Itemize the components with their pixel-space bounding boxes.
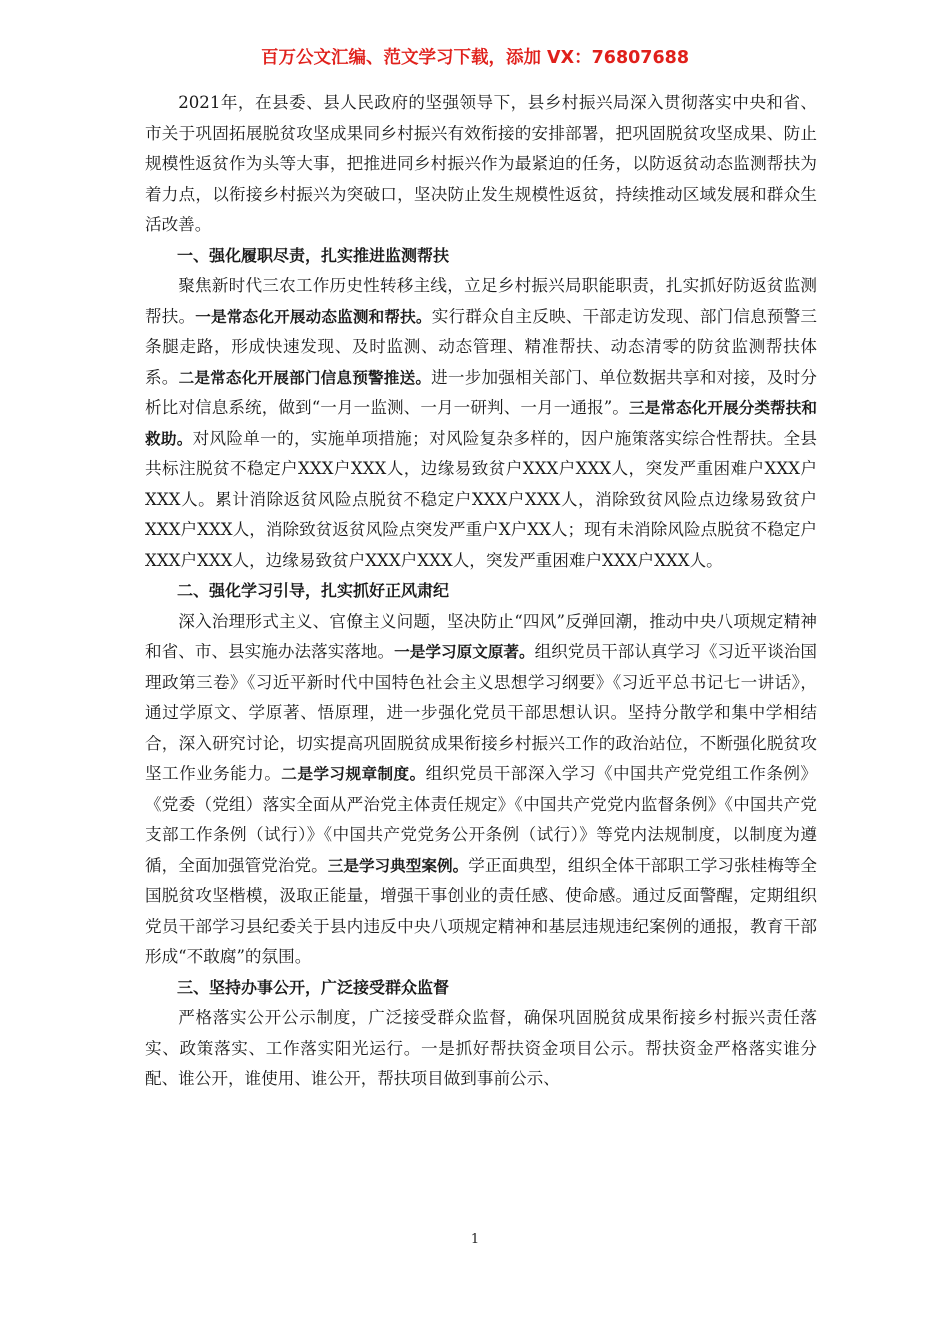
bold-lead: 一是学习原文原著。 [394,643,535,661]
section-1-paragraph [145,271,817,576]
promo-banner-text: 百万公文汇编、范文学习下载，添加 VX：76807688 [260,48,690,68]
document-body [145,88,817,1095]
text-run: 进一步加强相关部门、单位数据共享和对接，及时分析比对信息系统，做到“一月一监测、一月一研判、一月一通报”。 [145,367,817,417]
text-run: 实行群众自主反映、干部走访发现、部门信息预警三条腿走路，形成快速发现、及时监测、动态管理、精准帮扶、动态清零的防贫监测帮扶体系。 [145,306,817,387]
bold-lead: 二是学习规章制度。 [281,765,426,783]
bold-lead: 三是学习典型案例。 [327,856,469,875]
bold-lead: 一是常态化开展动态监测和帮扶。 [195,307,432,326]
page-number: 1 [470,1232,480,1247]
section-3-heading: 三、坚持办事公开，广泛接受群众监督 [177,977,450,997]
text-run: 聚焦新时代三农工作历史性转移主线，立足乡村振兴局职能职责，扎实抓好防返贫监测帮扶。 [145,276,817,326]
section-1-heading: 一、强化履职尽责，扎实推进监测帮扶 [177,245,450,265]
text-run: 对风险单一的，实施单项措施；对风险复杂多样的，因户施策落实综合性帮扶。全县共标注脱贫不稳定户XXX户XXX人，边缘易致贫户XXX户XXX人，突发严重困难户XXX户XXX人。累计消除返贫风险点脱贫不稳定户XXX户XXX人，消除致贫风险点边缘易致贫户XXX户XXX人，消除致贫返贫风险点突发严重户X户XX人；现有未消除风险点脱贫不稳定户XXX户XXX人，边缘易致贫户XXX户XXX人，突发严重困难户XXX户XXX人。 [145,428,817,570]
section-3-paragraph: 严格落实公开公示制度，广泛接受群众监督，确保巩固脱贫成果衔接乡村振兴责任落实、政策落实、工作落实阳光运行。一是抓好帮扶资金项目公示。帮扶资金严格落实谁分配、谁公开，谁使用、谁公开，帮扶项目做到事前公示、 [145,1008,817,1088]
bold-lead: 三是常态化开展分类帮扶和救助。 [145,399,817,448]
promo-banner [0,44,950,69]
intro-paragraph: 2021年，在县委、县人民政府的坚强领导下，县乡村振兴局深入贯彻落实中央和省、市关于巩固拓展脱贫攻坚成果同乡村振兴有效衔接的安排部署，把巩固脱贫攻坚成果、防止规模性返贫作为头等大事，把推进同乡村振兴作为最紧迫的任务，以防返贫动态监测帮扶为着力点，以衔接乡村振兴为突破口，坚决防止发生规模性返贫，持续推动区域发展和群众生活改善。 [145,93,817,234]
text-run: 组织党员干部认真学习《习近平谈治国理政第三卷》《习近平新时代中国特色社会主义思想学习纲要》《习近平总书记七一讲话》，通过学原文、学原著、悟原理，进一步强化党员干部思想认识。坚持分散学和集中学相结合，深入研究讨论，切实提高巩固脱贫成果衔接乡村振兴工作的政治站位，不断强化脱贫攻坚工作业务能力。 [145,642,818,783]
section-2-paragraph [145,607,817,973]
text-run: 学正面典型，组织全体干部职工学习张桂梅等全国脱贫攻坚楷模，汲取正能量，增强干事创业的责任感、使命感。通过反面警醒，定期组织党员干部学习县纪委关于县内违反中央八项规定精神和基层违规违纪案例的通报，教育干部形成“不敢腐”的氛围。 [145,855,818,966]
bold-lead: 二是常态化开展部门信息预警推送。 [178,368,432,387]
text-run: 深入治理形式主义、官僚主义问题，坚决防止“四风”反弹回潮，推动中央八项规定精神和省、市、县实施办法落实落地。 [145,611,817,661]
section-2-heading: 二、强化学习引导，扎实抓好正风肃纪 [177,581,450,600]
text-run: 组织党员干部深入学习《中国共产党党组工作条例》《党委（党组）落实全面从严治党主体责任规定》《中国共产党党内监督条例》《中国共产党支部工作条例（试行）》《中国共产党党务公开条例（试行）》等党内法规制度，以制度为遵循，全面加强管党治党。 [145,764,818,875]
